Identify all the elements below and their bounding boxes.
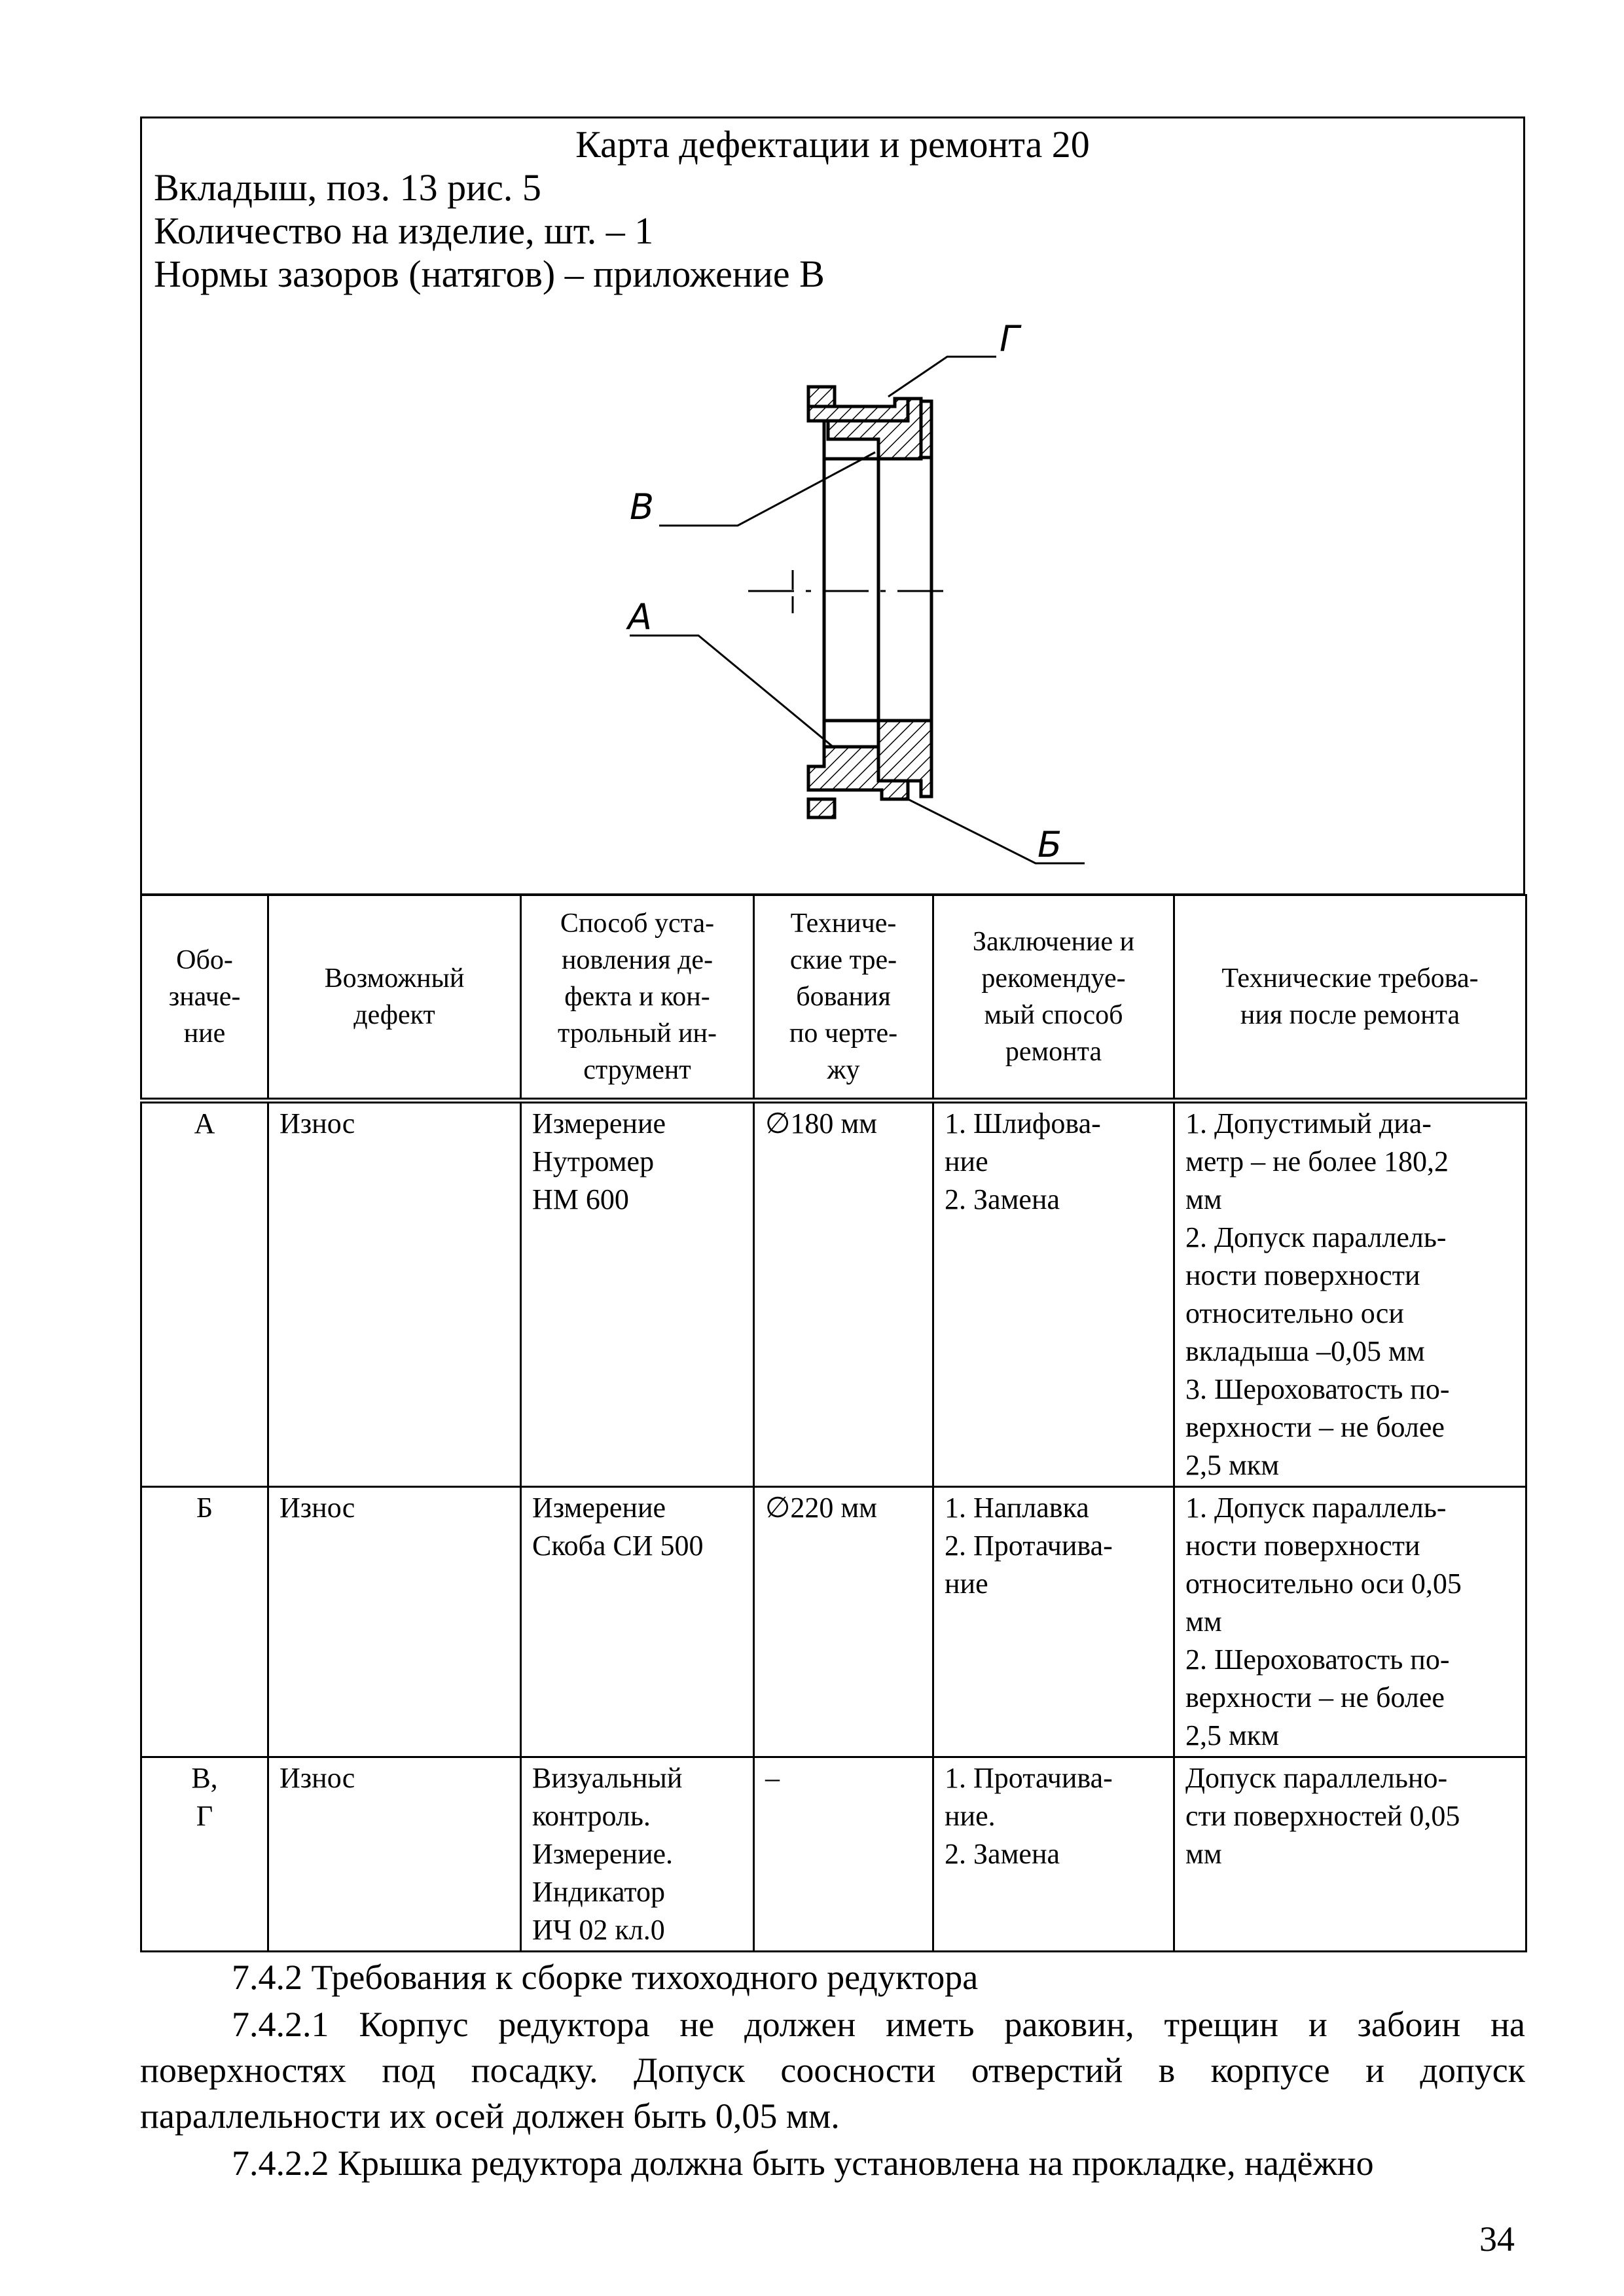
table-row [141, 1101, 1526, 1487]
page-number: 34 [1479, 2219, 1515, 2259]
cell-designation: В, Г [141, 1757, 268, 1952]
section-heading: 7.4.2 Требования к сборке тихоходного редуктора [232, 1958, 979, 1997]
header-designation: Обо- значе- ние [141, 895, 268, 1101]
card-clearance-norms: Нормы зазоров (натягов) – приложение В [154, 253, 825, 295]
cell-defect: Износ [268, 1101, 521, 1487]
cell-requirement: ∅220 мм [754, 1487, 933, 1757]
header-after-repair: Технические требова- ния после ремонта [1174, 895, 1526, 1101]
label-b: Б [1038, 824, 1062, 865]
label-a: А [628, 596, 652, 637]
cell-after-repair: 1. Допуск параллель- ности поверхности относительно оси 0,05 мм 2. Шероховатость по- верхности – не более 2,5 мкм [1174, 1487, 1526, 1757]
cell-after-repair: 1. Допустимый диа- метр – не более 180,2 мм 2. Допуск параллель- ности поверхности относительно оси вкладыша –0,05 мм 3. Шероховатость по- верхности – не более 2,5 мкм [1174, 1101, 1526, 1487]
cell-designation: Б [141, 1487, 268, 1757]
label-g: Г [1000, 318, 1020, 359]
card-quantity: Количество на изделие, шт. – 1 [154, 209, 654, 252]
table-row [141, 1487, 1526, 1757]
bushing-section [808, 387, 931, 817]
cell-method: Измерение Скоба СИ 500 [521, 1487, 754, 1757]
header-requirement: Техниче- ские тре- бования по черте- жу [754, 895, 933, 1101]
label-v: В [630, 486, 655, 528]
table-row [141, 1757, 1526, 1952]
paragraph-housing: 7.4.2.1 Корпус редуктора не должен иметь раковин, трещин и забоин на поверхностях под посадку. Допуск соосности отверстий в корпусе и допуск параллельности их осей должен быть 0,05 мм. [140, 2005, 1525, 2136]
cell-requirement: – [754, 1757, 933, 1952]
header-method: Способ уста- новления де- фекта и кон- трольный ин- струмент [521, 895, 754, 1101]
defect-card [140, 117, 1525, 895]
card-title: Карта дефектации и ремонта 20 [575, 123, 1090, 166]
cell-conclusion: 1. Протачива- ние. 2. Замена [933, 1757, 1174, 1952]
defect-table [140, 894, 1527, 1952]
cell-method: Измерение Нутромер НМ 600 [521, 1101, 754, 1487]
cell-conclusion: 1. Наплавка 2. Протачива- ние [933, 1487, 1174, 1757]
table-header-row [141, 895, 1526, 1101]
paragraph-cover: 7.4.2.2 Крышка редуктора должна быть установлена на прокладке, надёжно [232, 2144, 1374, 2183]
header-defect: Возможный дефект [268, 895, 521, 1101]
cell-designation: А [141, 1101, 268, 1487]
header-conclusion: Заключение и рекомендуе- мый способ ремонта [933, 895, 1174, 1101]
bushing-drawing [142, 118, 1523, 893]
cell-after-repair: Допуск параллельно- сти поверхностей 0,05 мм [1174, 1757, 1526, 1952]
card-part-name: Вкладыш, поз. 13 рис. 5 [154, 166, 541, 209]
cell-defect: Износ [268, 1757, 521, 1952]
cell-defect: Износ [268, 1487, 521, 1757]
cell-requirement: ∅180 мм [754, 1101, 933, 1487]
cell-conclusion: 1. Шлифова- ние 2. Замена [933, 1101, 1174, 1487]
cell-method: Визуальный контроль. Измерение. Индикатор ИЧ 02 кл.0 [521, 1757, 754, 1952]
